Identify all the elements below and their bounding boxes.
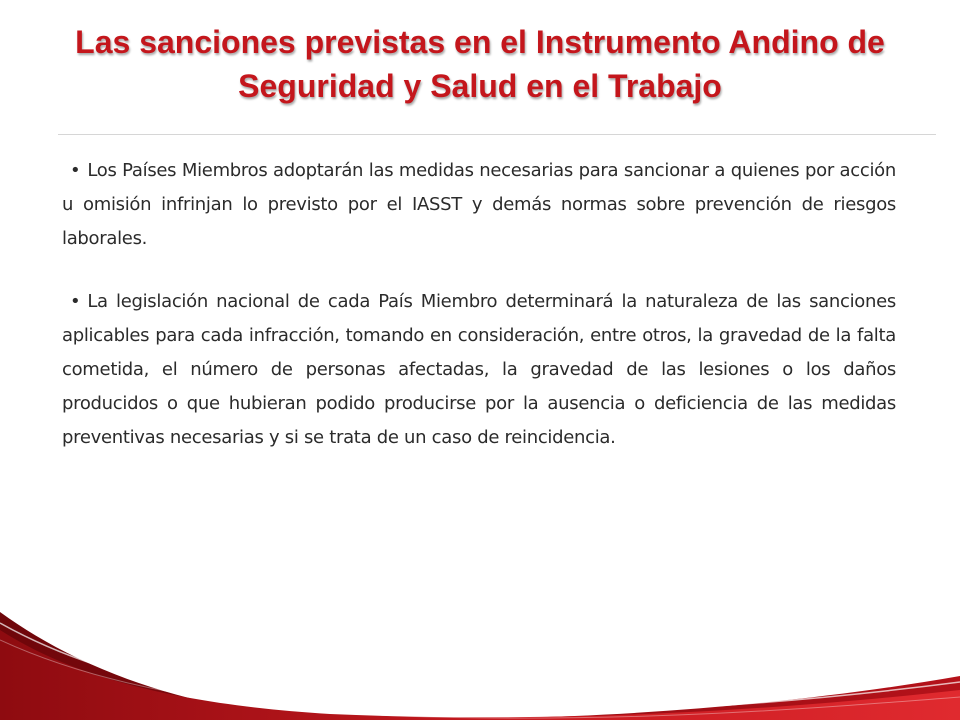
bullet-item-2 bbox=[62, 285, 896, 455]
bullet-marker: • bbox=[70, 160, 81, 181]
wave-shape-dark bbox=[0, 612, 960, 720]
wave-highlight bbox=[0, 623, 960, 713]
bullet-text-2: La legislación nacional de cada País Miembro determinará la naturaleza de las sanciones aplicables para cada infracción, tomando en consideración, entre otros, la gravedad de la falta cometida, el número de personas afectadas, la gravedad de las lesiones o los daños producidos o que hubieran podido producirse por la ausencia o deficiencia de las medidas preventivas necesarias y si se trata de un caso de reincidencia. bbox=[62, 291, 896, 448]
bullet-text-1: Los Países Miembros adoptarán las medidas necesarias para sancionar a quienes por acción u omisión infrinjan lo previsto por el IASST y demás normas sobre prevención de riesgos laborales. bbox=[62, 160, 896, 249]
wave-shape-main bbox=[0, 630, 960, 720]
slide-content bbox=[62, 154, 896, 484]
wave-highlight-secondary bbox=[0, 640, 960, 718]
bullet-marker: • bbox=[70, 291, 81, 312]
title-divider bbox=[58, 134, 936, 135]
bullet-item-1 bbox=[62, 154, 896, 256]
slide-title: Las sanciones previstas en el Instrumento Andino de Seguridad y Salud en el Trabajo bbox=[75, 24, 885, 104]
